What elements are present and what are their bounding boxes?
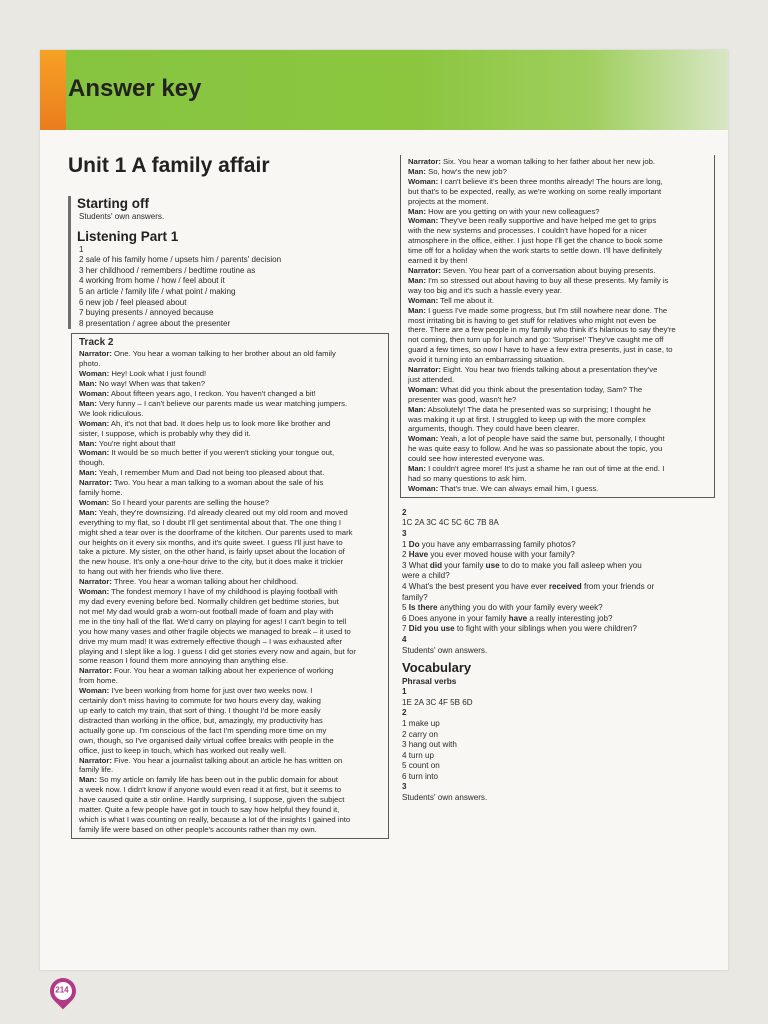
speech-text: had so many questions to ask him. [408,474,527,483]
vocab-ex2-item: 5 count on [402,761,440,771]
transcript-line [408,296,709,306]
exercise-2-number: 2 [402,507,407,517]
vocab-ex2-item: 6 turn into [402,771,438,781]
listening-heading: Listening Part 1 [77,228,179,244]
transcript-line [408,385,709,395]
transcript-line [79,716,383,726]
transcript-line [408,286,709,296]
speech-text: Eight. You hear two friends talking about a presentation they've [440,365,658,375]
transcript-line [79,488,383,498]
question-text-part: 3 What [402,560,430,570]
exercise-3-item [402,624,715,635]
transcript-lines-continued [408,157,709,494]
speaker-label: Man: [79,507,97,517]
speech-text: The fondest memory I have of my childhood is playing football with [109,587,338,597]
speech-text: family life. [79,765,114,775]
listening-answer-item: 3 her childhood / remembers / bedtime routine as [79,265,256,275]
speech-text: presenter was good, wasn't he? [408,394,517,404]
transcript-line [79,706,383,716]
transcript-line [79,528,383,538]
speaker-label: Man: [408,305,426,315]
speaker-label: Woman: [79,497,110,507]
speech-text: We look ridiculous. [79,408,144,418]
question-text-part: Do [408,539,420,549]
transcript-line [408,246,709,256]
speech-text: You're right about that! [96,438,176,448]
speech-text: arguments, though. They could have been clearer. [408,424,580,434]
speaker-label: Woman: [79,448,110,458]
exercise-3-item [402,614,715,625]
speech-text: certainly don't miss having to commute for two hours every day, waking [79,696,321,706]
speaker-label: Woman: [79,686,110,696]
transcript-line [79,676,383,686]
left-column [68,192,394,839]
transcript-line [79,468,383,478]
transcript-line [79,409,383,419]
speech-text: I've been working from home for just over two weeks now. I [109,686,313,696]
speech-text: family life were based on other people's accounts rather than my own. [79,824,317,834]
speech-text: way too big and it's such a hassle every year. [408,285,563,295]
speech-text: playing and I slept like a log. I guess I did get stories every now and again, but for [79,646,356,656]
page-number-badge [45,973,82,1010]
speaker-label: Woman: [79,369,110,379]
transcript-line [79,647,383,657]
transcript-line [79,686,383,696]
listening-answer-item: 7 buying presents / annoyed because [79,308,214,318]
transcript-line [79,439,383,449]
transcript-line [408,464,709,474]
transcript-line [408,266,709,276]
listening-answer-item: 5 an article / family life / what point / making [79,286,236,296]
speaker-label: Narrator: [408,365,441,375]
transcript-line [79,557,383,567]
speech-text: not me! My dad would grab a worn-out football made of foam and play with [79,606,334,616]
speaker-label: Woman: [79,418,110,428]
speech-text: I couldn't agree more! It's just a shame he ran out of time at the end. I [425,464,665,474]
speaker-label: Woman: [79,587,110,597]
transcript-line [408,316,709,326]
transcript-line [408,474,709,484]
transcript-line [408,365,709,375]
speech-text: projects at the moment. [408,196,489,206]
vocab-ex2-item: 3 hang out with [402,740,457,750]
speech-text: Yeah, they're downsizing. I'd already cleared out my old room and moved [96,507,348,517]
speech-text: my dad every evening before bed. Normally children get bedtime stories, but [79,597,339,606]
header-banner [40,50,728,130]
transcript-line [408,335,709,345]
speech-text: he was quite easy to follow. And he was so passionate about the topic, you [408,444,663,454]
listening-ex-number: 1 [79,244,84,254]
speech-text: Tell me about it. [438,295,495,305]
speaker-label: Woman: [408,295,439,305]
question-text-part: received [548,581,582,591]
question-text-part: did [429,560,443,570]
transcript-line [79,696,383,706]
vocab-ex2-list [402,719,715,783]
transcript-line [79,547,383,557]
speech-text: Ah, it's not that bad. It does help us to look more like brother and [109,418,331,428]
transcript-line [408,444,709,454]
listening-answer-item: 8 presentation / agree about the presenter [79,318,231,328]
speaker-label: Narrator: [79,666,112,676]
speech-text: Very funny – I can't believe our parents made us wear matching jumpers. [96,398,348,408]
speech-text: matter. Quite a few people have got in touch to say how helpful they found it, [79,805,340,815]
transcript-line [79,577,383,587]
question-text-part: you ever moved house with your family? [428,550,575,560]
listening-answers-list [71,255,394,329]
speaker-label: Woman: [408,384,439,394]
question-text-part: family? [402,592,428,602]
speech-text: the new house. It's only a one-hour drive to the city, but it does make it trickier [79,557,344,567]
transcript-line [79,795,383,805]
speech-text: I'm so stressed out about having to buy all these presents. My family is [425,275,669,285]
speech-text: So, how's the new job? [425,166,507,176]
question-text-part: anything you do with your family every week? [437,603,603,613]
vocab-ex1-number: 1 [402,687,407,697]
transcript-line [79,389,383,399]
speech-text: So I heard your parents are selling the house? [109,497,270,507]
transcript-line [79,567,383,577]
transcript-line [79,448,383,458]
transcript-line [79,399,383,409]
speaker-label: Narrator: [408,157,441,166]
question-text-part: Did you use [408,624,455,634]
speech-text: Yeah, I remember Mum and Dad not being too pleased about that. [96,468,325,478]
speaker-label: Woman: [408,434,439,444]
transcript-line [79,369,383,379]
exercise-3-number: 3 [402,529,407,538]
question-text-part: your family [442,560,486,570]
speech-text: photo. [79,359,101,369]
speech-text: sister, I suppose, which is probably why they did it. [79,428,251,438]
starting-off-text: Students' own answers. [79,212,165,221]
transcript-line [79,458,383,468]
question-text-part: from your friends or [581,581,655,591]
speech-text: up early to catch my train, that sort of thing. I thought I'd be more easily [79,705,321,715]
transcript-line [79,805,383,815]
exercise-3-item [402,582,715,593]
speech-text: They've been really supportive and have helped me get to grips [438,216,657,226]
speech-text: there. There are a few people in my family who think it's hilarious to say they're [408,325,676,335]
transcript-line [79,825,383,835]
speaker-label: Woman: [408,176,439,186]
speech-text: to hang out with her friends who live there. [79,567,224,577]
speaker-label: Woman: [408,216,439,226]
transcript-line [79,656,383,666]
right-column [400,155,715,804]
speech-text: About fifteen years ago, I reckon. You haven't changed a bit! [109,388,316,398]
speech-text: most irritating bit is having to get stuff for relatives who might not even be [408,315,657,325]
listening-answer-item: 6 new job / feel pleased about [79,297,187,307]
question-text-part: were a child? [402,571,450,581]
transcript-line [79,666,383,676]
transcript-lines [79,349,383,834]
speaker-label: Woman: [79,388,110,398]
speech-text: family home. [79,488,123,498]
speaker-label: Man: [79,379,97,389]
speech-text: me in the tiny hall of the flat. We'd carry on playing for ages! I can't begin to tell [79,616,347,626]
speech-text: everything to my flat, so I doubt I'll get sentimental about that. The one thing I [79,517,342,527]
orange-accent-stripe [40,50,66,130]
phrasal-verbs-subheading: Phrasal verbs [402,676,457,687]
vocab-ex2-number: 2 [402,708,407,718]
question-text-part: 1 [402,539,409,549]
transcript-line [408,177,709,187]
question-text-part: 6 Does anyone in your family [402,613,509,623]
question-text-part: 7 [402,624,409,634]
speech-text: you how many vases and other fragile objects we managed to break – it used to [79,626,351,636]
transcript-line [79,815,383,825]
speaker-label: Woman: [408,483,439,493]
transcript-line [408,197,709,207]
exercise-3-item [402,603,715,614]
speech-text: distracted than working in the office, but, amazingly, my productivity has [79,715,323,725]
speech-text: Three. You hear a woman talking about her childhood. [111,577,299,587]
transcript-line [408,157,709,167]
speech-text: How are you getting on with your new colleagues? [425,206,600,216]
track-2-transcript-continued [400,155,715,498]
transcript-line [408,415,709,425]
transcript-line [79,775,383,785]
transcript-line [79,478,383,488]
transcript-line [408,395,709,405]
transcript-line [408,454,709,464]
transcript-line [79,637,383,647]
speaker-label: Man: [79,438,97,448]
speech-text: No way! When was that taken? [96,379,206,389]
speech-text: with the new systems and processes. I couldn't have hoped for a nicer [408,226,647,236]
speaker-label: Narrator: [79,577,112,587]
vocab-ex2-item: 1 make up [402,718,440,728]
speaker-label: Narrator: [79,478,112,488]
question-text-part: a really interesting job? [527,613,613,623]
transcript-line [408,434,709,444]
question-text-part: to fight with your siblings when you were children? [454,624,637,634]
transcript-line [79,379,383,389]
listening-answer-item: 4 working from home / how / feel about it [79,276,225,286]
transcript-line [408,405,709,415]
transcript-line [408,256,709,266]
transcript-line [408,325,709,335]
vocab-ex3-text: Students' own answers. [402,793,488,803]
speech-text: from home. [79,676,118,686]
speech-text: actually gone up. I'm conscious of the fact I'm spending more time on my [79,725,327,735]
vocab-ex1-answers: 1E 2A 3C 4F 5B 6D [402,697,473,707]
speech-text: One. You hear a woman talking to her brother about an old family [111,349,336,359]
transcript-line [79,587,383,597]
speaker-label: Man: [408,166,426,176]
listening-answer-item: 2 sale of his family home / upsets him / parents' decision [79,255,282,265]
speaker-label: Man: [408,206,426,216]
speech-text: Seven. You hear part of a conversation about buying presents. [440,265,656,275]
transcript-line [79,518,383,528]
speech-text: That's true. We can always email him, I guess. [438,483,599,493]
speech-text: our heights on it every six months, and it's quite sweet. I guess I'll just have to [79,537,343,547]
speech-text: guard a few times, so now I have to have a few extra presents, just in case, to [408,345,673,355]
speech-text: So my article on family life has been out in the public domain for about [96,775,338,785]
exercise-4-number: 4 [402,634,407,644]
speech-text: time off for a holiday when the work starts to settle down. I'll have definitely [408,246,662,256]
starting-off-section [68,196,394,329]
question-text-part: 2 [402,550,409,560]
transcript-line [79,617,383,627]
speech-text: but that's to be expected, really, as we're working on some really important [408,186,662,196]
transcript-line [79,736,383,746]
speech-text: could see how interested everyone was. [408,454,545,464]
question-text-part: use [485,560,500,570]
transcript-line [408,216,709,226]
speech-text: drive my mum mad! It was extremely effective though – I was exhausted after [79,636,343,646]
transcript-line [79,538,383,548]
speech-text: atmosphere in the office, either. I just hope I'll get the chance to book some [408,236,663,246]
transcript-line [79,627,383,637]
speech-text: a week now. I didn't know if anyone would even read it at first, but it seems to [79,785,342,795]
transcript-line [79,765,383,775]
transcript-line [79,756,383,766]
speech-text: office, just to keep in touch, which has worked out really well. [79,745,287,755]
track-2-transcript [71,333,389,838]
exercise-3-item [402,593,715,604]
vocab-ex2-item: 4 turn up [402,750,434,760]
speech-text: I guess I've made some progress, but I'm still nowhere near done. The [425,305,668,315]
speaker-label: Narrator: [79,349,112,359]
exercise-3-item [402,550,715,561]
speech-text: I can't believe it's been three months already! The hours are long, [438,176,663,186]
transcript-line [79,726,383,736]
speech-text: own, though, so I've organised daily virtual coffee breaks with people in the [79,735,334,745]
speech-text: earned it by then! [408,256,468,266]
speech-text: take a picture. My sister, on the other hand, is fairly upset about the location of [79,547,345,557]
speaker-label: Man: [408,275,426,285]
speaker-label: Man: [408,464,426,474]
speech-text: Five. You hear a journalist talking about an article he has written on [111,755,343,765]
speech-text: which is what I was counting on really, because a lot of the insights I gained into [79,814,351,824]
page-number: 214 [55,985,69,995]
question-text-part: 4 What's the best present you have ever [402,581,549,591]
exercise-4-text: Students' own answers. [402,645,488,655]
speech-text: Yeah, a lot of people have said the same but, personally, I thought [438,434,665,444]
transcript-line [408,375,709,385]
vocabulary-heading: Vocabulary [402,660,472,676]
speech-text: not coming, then turn up for lunch and go: 'Surprise!' They've caught me off [408,335,664,345]
transcript-line [408,484,709,494]
transcript-line [79,359,383,369]
transcript-line [408,187,709,197]
question-text-part: you have any embarrassing family photos? [419,539,576,549]
speech-text: might shed a tear over is the doorframe of the kitchen. Our parents used to mark [79,527,353,537]
speech-text: though. [79,458,105,468]
speech-text: some reason I found them more annoying than anything else. [79,656,288,666]
starting-off-heading: Starting off [77,196,149,211]
speech-text: just attended. [408,374,455,384]
question-text-part: Is there [408,603,438,613]
vocab-ex2-item: 2 carry on [402,729,438,739]
speaker-label: Narrator: [408,265,441,275]
question-text-part: Have [408,550,429,560]
speech-text: Six. You hear a woman talking to her father about her new job. [440,157,656,166]
transcript-line [79,498,383,508]
transcript-line [408,226,709,236]
speech-text: What did you think about the presentation today, Sam? The [438,384,643,394]
exercise-2-answers: 1C 2A 3C 4C 5C 6C 7B 8A [402,518,499,528]
transcript-line [79,429,383,439]
transcript-line [408,236,709,246]
speaker-label: Narrator: [79,755,112,765]
speech-text: Hey! Look what I just found! [109,369,207,379]
transcript-line [79,785,383,795]
speech-text: Four. You hear a woman talking about her experience of working [111,666,334,676]
transcript-line [79,746,383,756]
transcript-line [79,419,383,429]
transcript-line [79,607,383,617]
question-text-part: to do to make you fall asleep when you [499,560,642,570]
speaker-label: Man: [408,404,426,414]
transcript-line [408,167,709,177]
speech-text: Absolutely! The data he presented was so surprising; I thought he [425,404,652,414]
exercise-3-item [402,540,715,551]
transcript-line [408,306,709,316]
question-text-part: 5 [402,603,409,613]
transcript-line [408,424,709,434]
track-title: Track 2 [79,337,114,349]
speaker-label: Man: [79,468,97,478]
exercise-3-item [402,561,715,572]
speech-text: was making it up at first. I struggled to keep up with the more complex [408,414,646,424]
vocab-ex3-number: 3 [402,782,407,792]
speech-text: have caused quite a stir online. Hardly surprising, I suppose, given the subject [79,795,345,805]
exercise-3-item [402,571,715,582]
speaker-label: Man: [79,398,97,408]
exercise-3-list [402,540,715,635]
transcript-line [79,597,383,607]
transcript-line [79,349,383,359]
transcript-line [79,508,383,518]
transcript-line [408,207,709,217]
speech-text: Two. You hear a man talking to a woman about the sale of his [111,478,324,488]
transcript-line [408,345,709,355]
question-text-part: have [508,613,528,623]
unit-title: Unit 1 A family affair [68,154,270,177]
page-title: Answer key [68,75,202,102]
transcript-line [408,355,709,365]
exercises-section [402,508,715,804]
speech-text: It would be so much better if you weren't sticking your tongue out, [109,448,335,458]
speech-text: avoid it turning into an embarrassing situation. [408,355,565,365]
speaker-label: Man: [79,775,97,785]
answer-key-page [40,50,728,995]
transcript-line [408,276,709,286]
